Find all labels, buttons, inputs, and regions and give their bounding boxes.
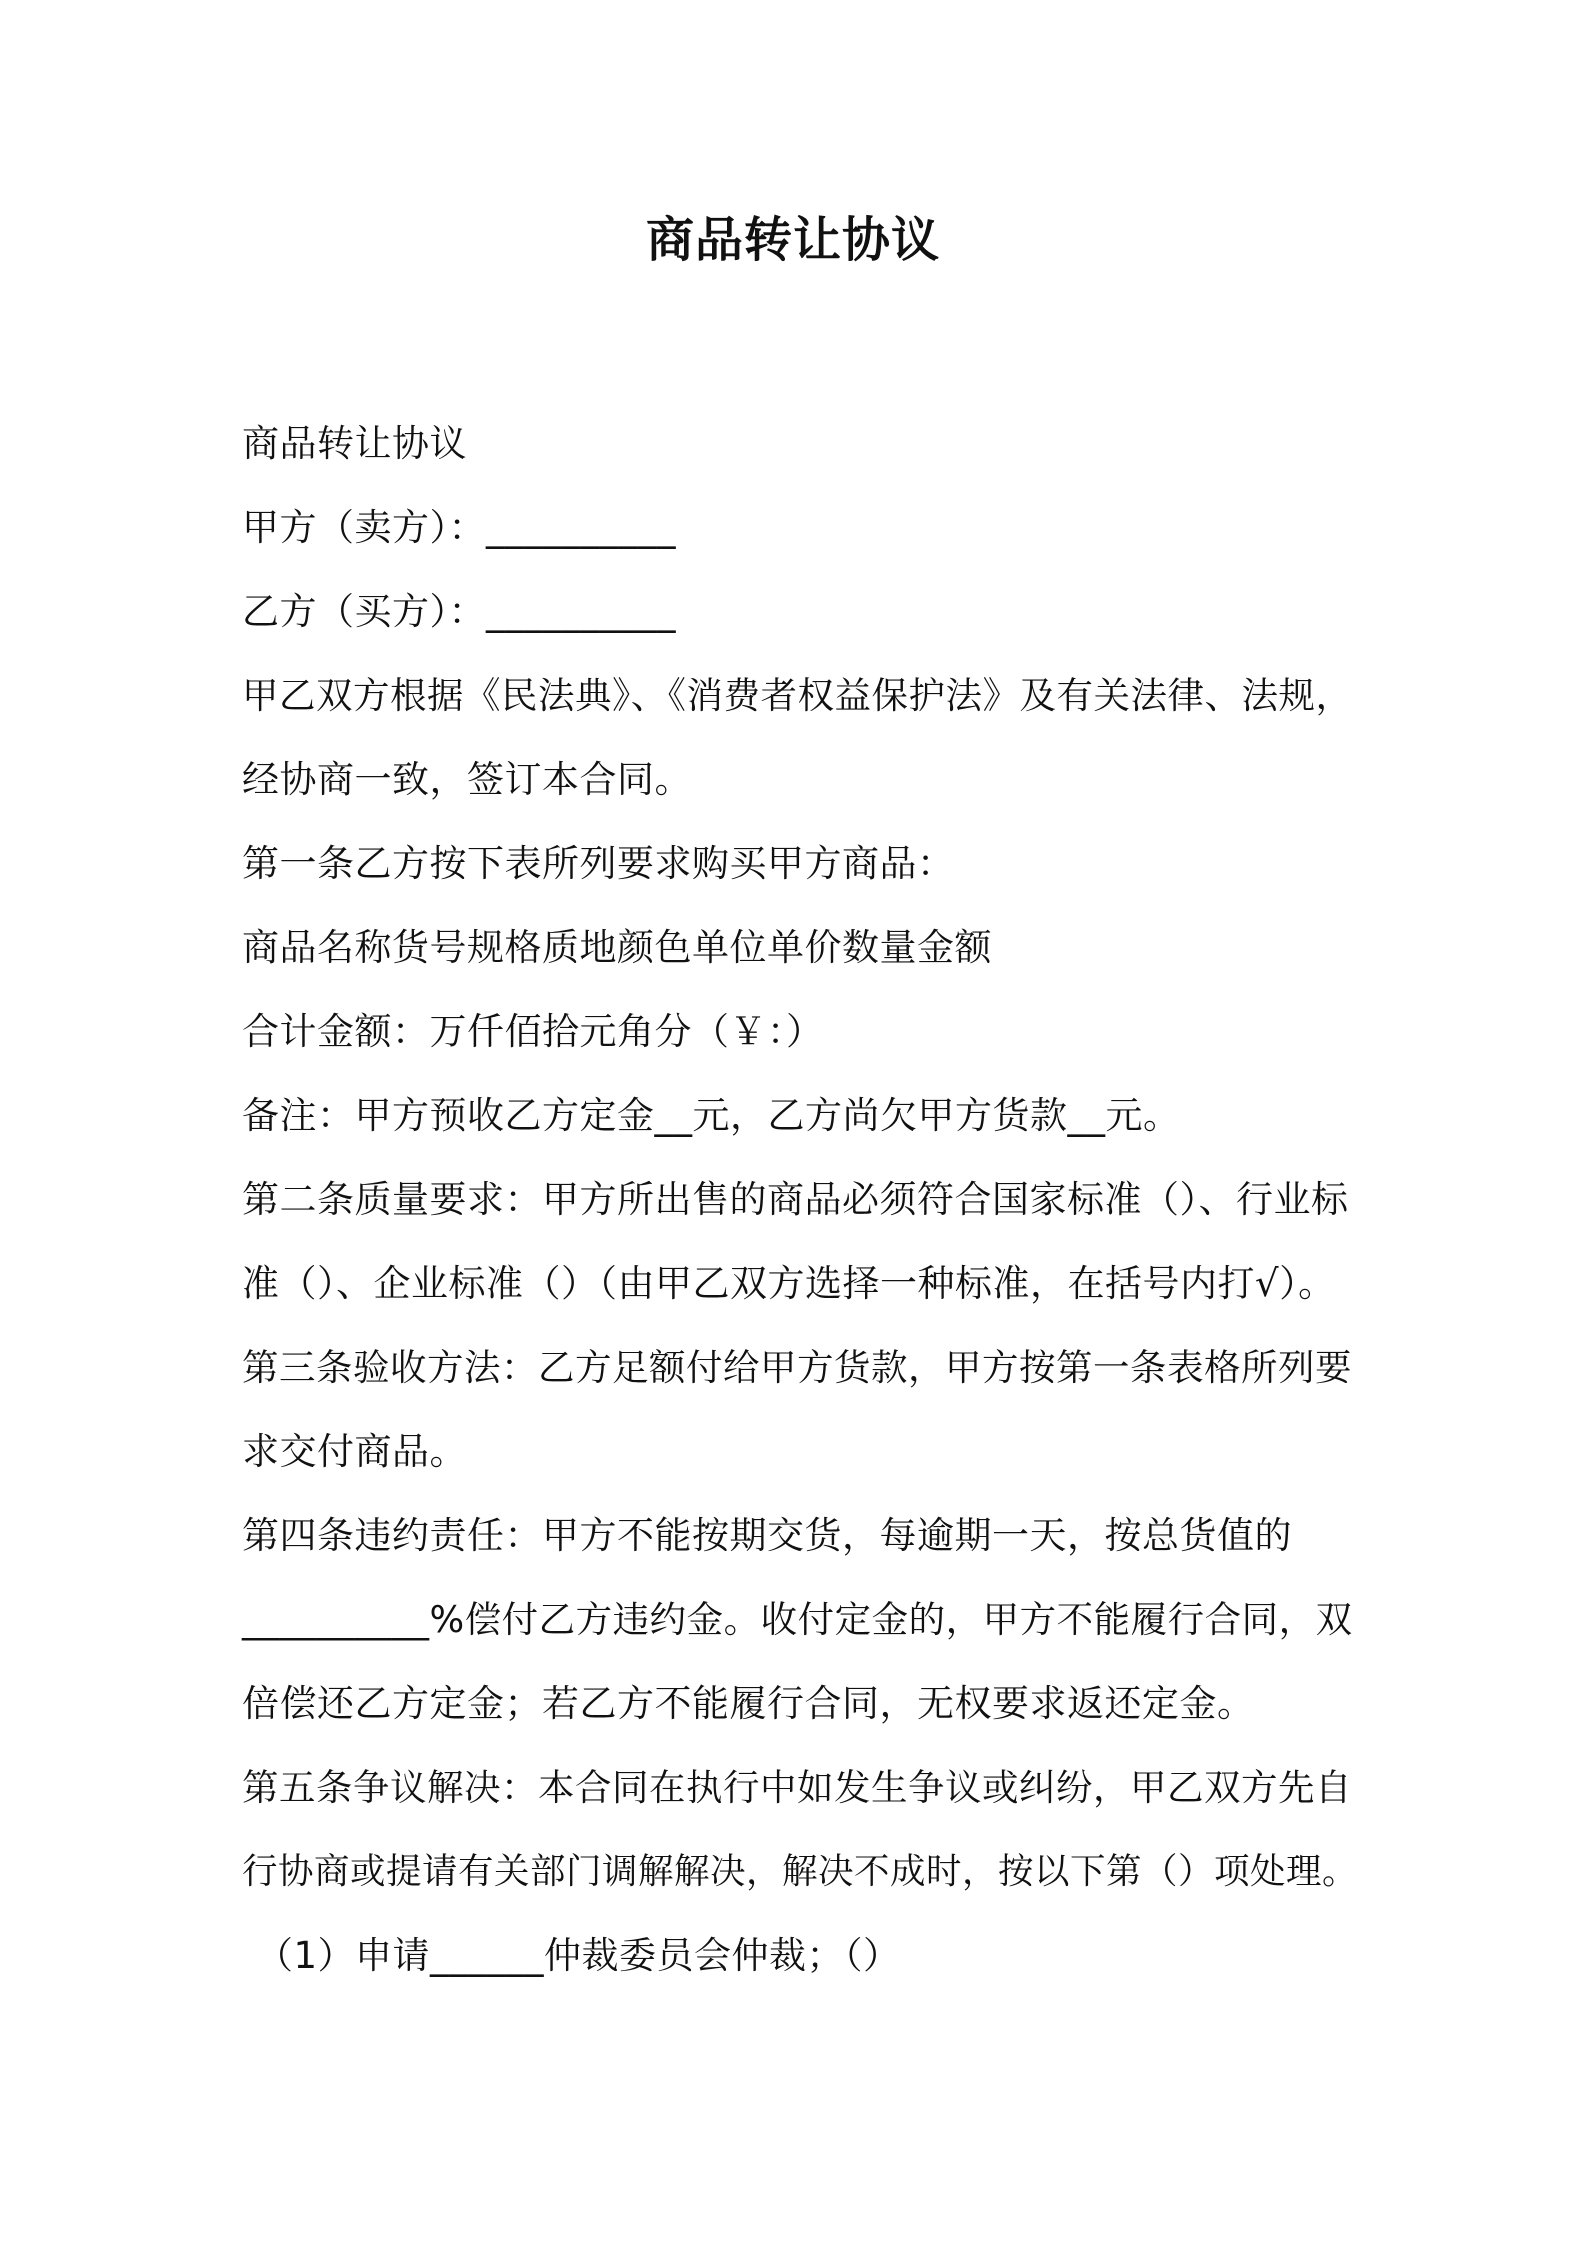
body-line-preamble-2: 经协商一致，签订本合同。 (242, 758, 692, 801)
document-body (242, 402, 1362, 1998)
body-line-party-b: 乙方（买方）：__________ (242, 590, 676, 633)
body-line-article-2a: 第二条质量要求：甲方所出售的商品必须符合国家标准（）、行业标 (242, 1178, 1349, 1221)
body-line-remark: 备注：甲方预收乙方定金__元，乙方尚欠甲方货款__元。 (242, 1094, 1181, 1137)
document-title: 商品转让协议 (645, 212, 940, 268)
body-line-article-1: 第一条乙方按下表所列要求购买甲方商品： (242, 842, 955, 885)
body-line-total-amount: 合计金额：万仟佰拾元角分（￥：） (242, 1010, 824, 1053)
body-line-preamble-1: 甲乙双方根据《民法典》、《消费者权益保护法》及有关法律、法规， (242, 674, 1353, 717)
body-line-article-3b: 求交付商品。 (242, 1430, 467, 1473)
body-line-party-a: 甲方（卖方）：__________ (242, 506, 676, 549)
body-line-item-columns: 商品名称货号规格质地颜色单位单价数量金额 (242, 926, 992, 969)
body-line-option-1: （1）申请______仲裁委员会仲裁；（） (256, 1934, 901, 1977)
body-line-article-3a: 第三条验收方法：乙方足额付给甲方货款，甲方按第一条表格所列要 (242, 1346, 1352, 1389)
body-line-heading: 商品转让协议 (242, 422, 467, 465)
body-line-article-4b: __________%偿付乙方违约金。收付定金的，甲方不能履行合同，双 (242, 1598, 1353, 1641)
body-line-article-5b: 行协商或提请有关部门调解解决，解决不成时，按以下第（）项处理。 (242, 1851, 1359, 1892)
body-line-article-2b: 准（）、企业标准（）（由甲乙双方选择一种标准，在括号内打√）。 (242, 1262, 1336, 1305)
body-line-article-5a: 第五条争议解决：本合同在执行中如发生争议或纠纷，甲乙双方先自 (242, 1766, 1352, 1809)
body-line-article-4a: 第四条违约责任：甲方不能按期交货，每逾期一天，按总货值的 (242, 1514, 1292, 1557)
body-line-article-4c: 倍偿还乙方定金；若乙方不能履行合同，无权要求返还定金。 (242, 1682, 1255, 1725)
